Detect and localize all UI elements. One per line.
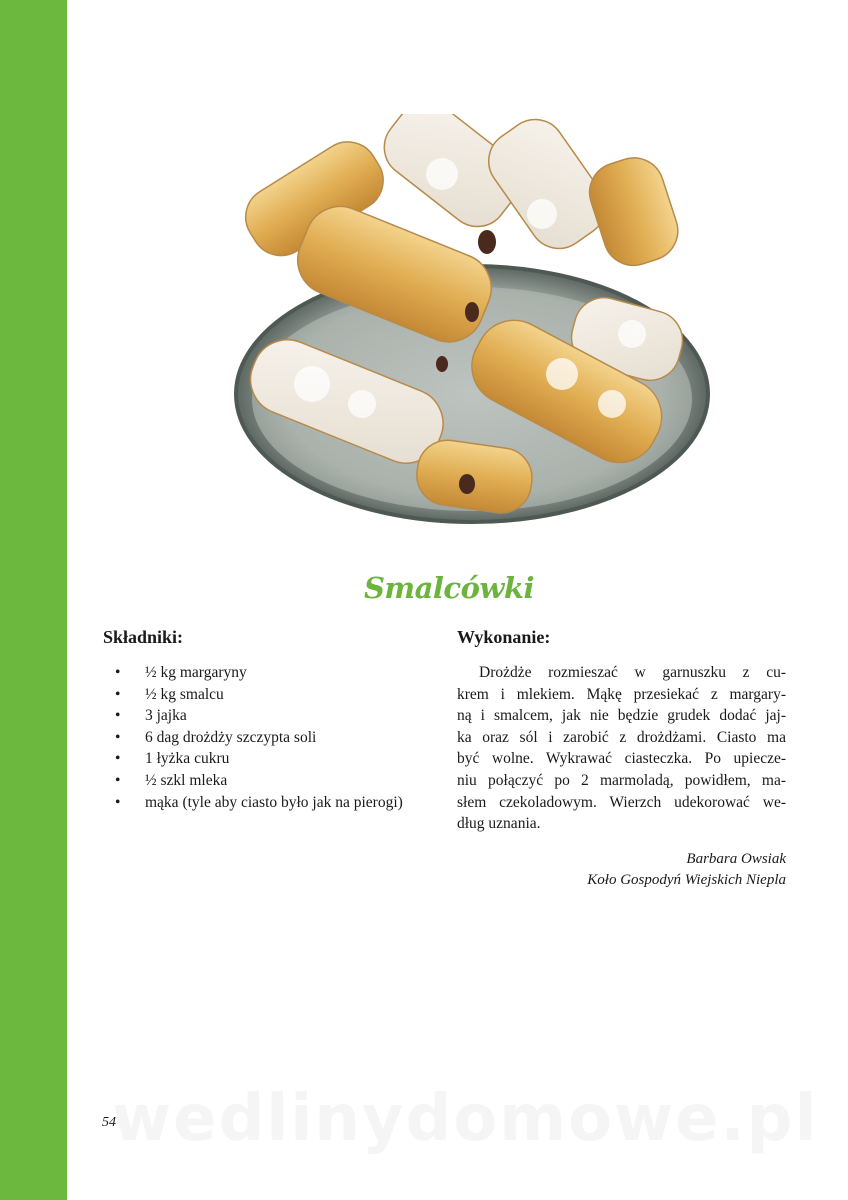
method-line: słem czekoladowym. Wierzch udekorować we- <box>457 793 786 811</box>
bullet-point: • <box>115 728 121 746</box>
signature <box>457 849 786 891</box>
method-line: dług uznania. <box>457 815 541 833</box>
ingredient-item: • 3 jajka <box>103 705 443 727</box>
signature-author: Barbara Owsiak <box>686 850 786 867</box>
ingredient-item: • ½ kg smalcu <box>103 684 443 706</box>
ingredients-heading: Składniki: <box>103 627 184 647</box>
bullet-point: • <box>115 771 121 789</box>
method-heading: Wykonanie: <box>457 627 551 647</box>
watermark: wedlinydomowe.pl <box>112 1082 819 1156</box>
method-line: być wolne. Wykrawać ciasteczka. Po upiecze- <box>457 750 786 768</box>
ingredient-item: • ½ szkl mleka <box>103 770 443 792</box>
ingredient-item: • ½ kg margaryny <box>103 662 443 684</box>
method-line: ną i smalcem, jak nie będzie grudek dodać jaj- <box>457 707 786 725</box>
recipe-title: Smalcówki <box>363 571 534 605</box>
bullet-point: • <box>115 793 121 811</box>
ingredients-list <box>103 662 443 813</box>
cookies-in-glass-bowl-photo <box>232 114 714 534</box>
method-section <box>457 627 786 891</box>
signature-organization: Koło Gospodyń Wiejskich Niepla <box>587 871 786 888</box>
method-text <box>457 662 786 835</box>
ingredient-item: • mąka (tyle aby ciasto było jak na pierogi) <box>103 792 443 814</box>
ingredients-section <box>103 627 443 813</box>
method-line: niu połączyć po 2 marmoladą, powidłem, ma- <box>457 771 786 789</box>
ingredient-item: • 6 dag drożdży szczypta soli <box>103 727 443 749</box>
method-line: ka oraz sól i zarobić z drożdżami. Ciasto ma <box>457 728 786 746</box>
bullet-point: • <box>115 707 121 725</box>
page-number: 54 <box>102 1115 116 1130</box>
bullet-point: • <box>115 750 121 768</box>
ingredient-item: • 1 łyżka cukru <box>103 748 443 770</box>
method-line: Drożdże rozmieszać w garnuszku z cu- <box>479 664 786 681</box>
bullet-point: • <box>115 664 121 681</box>
method-line: krem i mlekiem. Mąkę przesiekać z margary- <box>457 685 786 703</box>
bullet-point: • <box>115 685 121 703</box>
